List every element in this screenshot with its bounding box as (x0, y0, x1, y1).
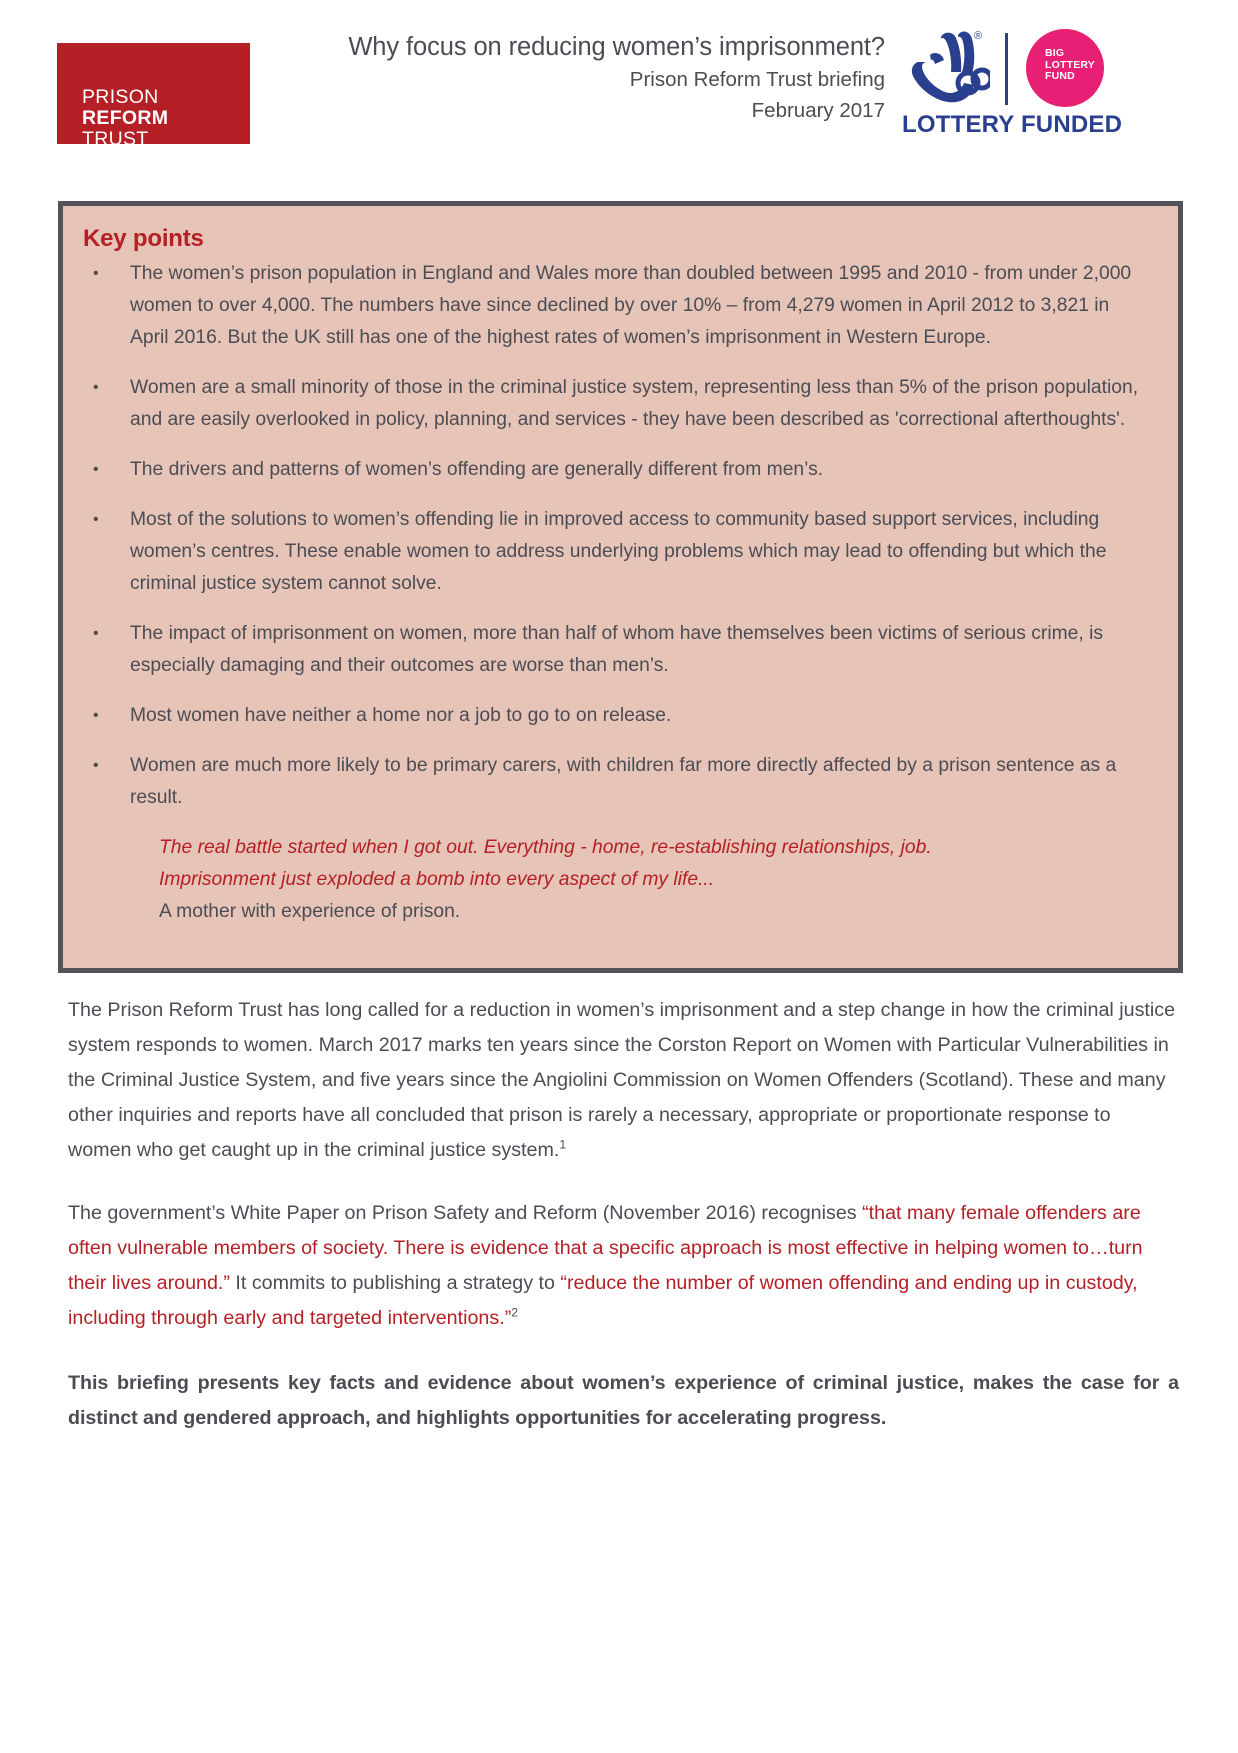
list-item: • Most women have neither a home nor a job to go to on release. (79, 700, 1146, 732)
pullquote-line-1: The real battle started when I got out. Everything - home, re-establishing relationships, job. (159, 837, 932, 858)
header-title-block (250, 30, 885, 126)
page-title: Why focus on reducing women’s imprisonment? (348, 33, 885, 61)
logo-line-trust: TRUST (82, 128, 149, 150)
list-item: • Women are a small minority of those in the criminal justice system, representing less than 5% of the prison population, and are easily overlooked in policy, planning, and services - they have been described as 'correctional afterthoughts'. (79, 372, 1146, 436)
list-item: • The impact of imprisonment on women, more than half of whom have themselves been victims of serious crime, is especially damaging and their outcomes are worse than men’s. (79, 618, 1146, 682)
lottery-funded-lockup (898, 27, 1186, 149)
key-points-heading: Key points (83, 225, 204, 252)
list-item: • Women are much more likely to be primary carers, with children far more directly affected by a prison sentence as a result. (79, 750, 1146, 814)
lottery-funded-text: LOTTERY FUNDED (902, 111, 1123, 138)
page-subtitle: Prison Reform Trust briefing (629, 68, 885, 91)
key-points-list (79, 258, 1146, 814)
key-points-pullquote (159, 832, 1146, 928)
logo-line-prison: PRISON (82, 86, 159, 108)
paragraph-2-middle: It commits to publishing a strategy to (229, 1272, 561, 1294)
list-item: • The drivers and patterns of women’s offending are generally different from men’s. (79, 454, 1146, 486)
list-item: • The women’s prison population in England and Wales more than doubled between 1995 and 2010 - from under 2,000 women to over 4,000. The numbers have since declined by over 10% – from 4,279 women in April 2012 to 3,821 in April 2016. But the UK still has one of the highest rates of women’s imprisonment in Western Europe. (79, 258, 1146, 354)
page-date: February 2017 (751, 99, 885, 122)
blf-line3: FUND (1045, 70, 1075, 82)
blf-line2: LOTTERY (1045, 58, 1096, 71)
pullquote-attribution: A mother with experience of prison. (159, 901, 461, 922)
paragraph-1-text: The Prison Reform Trust has long called for a reduction in women’s imprisonment and a step change in how the criminal justice system responds to women. March 2017 marks ten years since the Corston Report on Women with Particular Vulnerabilities in the Criminal Justice System, and five years since the Angiolini Commission on Women Offenders (Scotland). These and many other inquiries and reports have all concluded that prison is rarely a necessary, appropriate or proportionate response to women who get caught up in the criminal justice system. (68, 999, 1176, 1161)
page-header (0, 0, 1238, 178)
white-paper-quote-1: “that many female offenders are often vulnerable members of society. There is evidence that a specific approach is most effective in helping women to…turn their lives around.” (68, 1202, 1143, 1294)
body-text-block (68, 993, 1179, 1464)
big-lottery-fund-label (1045, 48, 1095, 83)
list-item: • Most of the solutions to women’s offending lie in improved access to community based support services, including women’s centres. These enable women to address underlying problems which may lead to offending but which the criminal justice system cannot solve. (79, 504, 1146, 600)
footnote-marker-2: 2 (511, 1305, 519, 1320)
logo-line-reform: REFORM (82, 107, 169, 129)
lockup-divider (1005, 33, 1008, 105)
blf-line1: BIG (1045, 47, 1065, 59)
body-paragraph-1 (68, 993, 1179, 1168)
pullquote-line-2: Imprisonment just exploded a bomb into every aspect of my life... (159, 869, 715, 890)
big-lottery-fund-badge (1026, 29, 1104, 107)
registered-trademark-icon: ® (974, 30, 983, 42)
footnote-marker-1: 1 (559, 1137, 567, 1152)
prison-reform-trust-logo (57, 43, 250, 150)
paragraph-2-lead: The government’s White Paper on Prison Safety and Reform (November 2016) recognises (68, 1202, 863, 1224)
key-points-panel (58, 201, 1183, 973)
body-paragraph-2 (68, 1196, 1179, 1336)
body-paragraph-3: This briefing presents key facts and evidence about women’s experience of criminal justice, makes the case for a distinct and gendered approach, and highlights opportunities for accelerating progress. (68, 1372, 1179, 1429)
white-paper-quote-2: “reduce the number of women offending and ending up in custody, including through early and targeted interventions.” (68, 1272, 1138, 1329)
